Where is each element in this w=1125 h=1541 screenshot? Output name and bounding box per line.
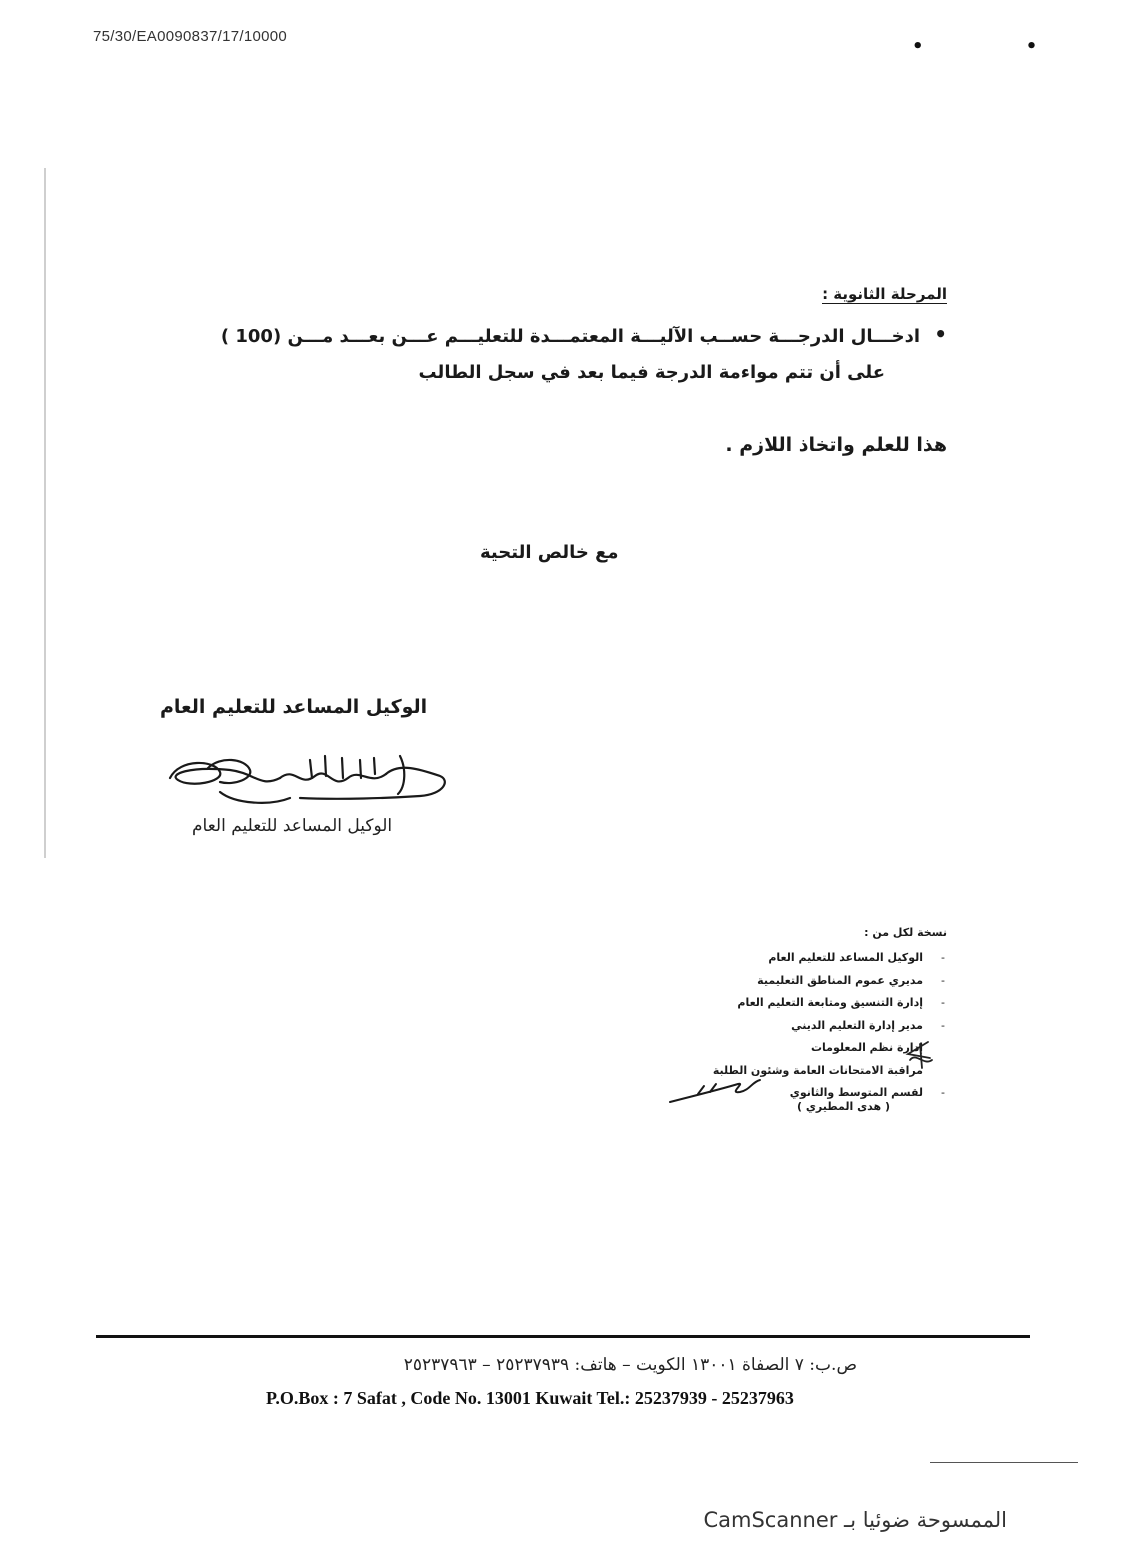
handwritten-signature	[160, 748, 460, 818]
list-dash: -	[941, 973, 945, 987]
copy-recipient: إدارة التنسيق ومتابعة التعليم العام	[737, 996, 923, 1009]
list-item	[713, 947, 945, 970]
list-item	[713, 1037, 923, 1060]
handwritten-scribble	[668, 1074, 768, 1108]
initials-mark	[898, 1038, 938, 1072]
scan-marks: • •	[912, 36, 1086, 57]
list-dash: -	[941, 996, 945, 1009]
copy-recipient: مديري عموم المناطق التعليمية	[757, 973, 923, 987]
section-heading	[822, 285, 947, 303]
copy-recipient: مراقبة الامتحانات العامة وشئون الطلبة	[712, 1063, 923, 1077]
signatory-title: الوكيل المساعد للتعليم العام	[160, 696, 428, 718]
footer-rule	[96, 1335, 1030, 1338]
list-item	[713, 1015, 945, 1038]
greeting: مع خالص التحية	[480, 542, 619, 563]
divider	[930, 1462, 1078, 1463]
bullet-line-1: ادخـــال الدرجـــة حســب الآليـــة المعتمـــدة للتعليـــم عـــن بعـــد مـــن (100 )	[220, 326, 920, 347]
copy-recipient: الوكيل المساعد للتعليم العام	[768, 951, 923, 964]
copy-recipient: إدارة نظم المعلومات	[810, 1041, 923, 1054]
copy-recipient: مدير إدارة التعليم الديني	[791, 1018, 923, 1032]
footer-address-english: P.O.Box : 7 Safat , Code No. 13001 Kuwait Tel.: 25237939 - 25237963	[266, 1388, 794, 1408]
bullet-icon: •	[934, 322, 947, 346]
copies-heading: نسخة لكل من :	[864, 926, 947, 939]
footer-address-arabic: ص.ب: ٧ الصفاة ١٣٠٠١ الكويت – هاتف: ٢٥٢٣٧٩٣٩ – ٢٥٢٣٧٩٦٣	[403, 1355, 857, 1375]
scanner-watermark: الممسوحة ضوئيا بـ CamScanner	[703, 1508, 1007, 1532]
signature-stamp-caption: الوكيل المساعد للتعليم العام	[192, 816, 393, 836]
list-dash: -	[941, 1018, 945, 1032]
section-heading-text: المرحلة الثانوية :	[822, 285, 947, 303]
reference-number: 75/30/EA0090837/17/10000	[93, 28, 288, 45]
attention-name: ( هدى المطيري )	[796, 1100, 890, 1113]
list-item	[713, 992, 945, 1015]
copy-recipient: لقسم المتوسط والثانوي	[789, 1086, 923, 1099]
scan-margin-line	[44, 168, 46, 858]
list-dash: -	[941, 1086, 945, 1099]
list-dash: -	[941, 951, 945, 964]
list-item	[713, 970, 945, 993]
notice-text: هذا للعلم واتخاذ اللازم .	[725, 434, 947, 456]
bullet-line-2: على أن تتم مواءمة الدرجة فيما بعد في سجل الطالب	[418, 362, 885, 383]
